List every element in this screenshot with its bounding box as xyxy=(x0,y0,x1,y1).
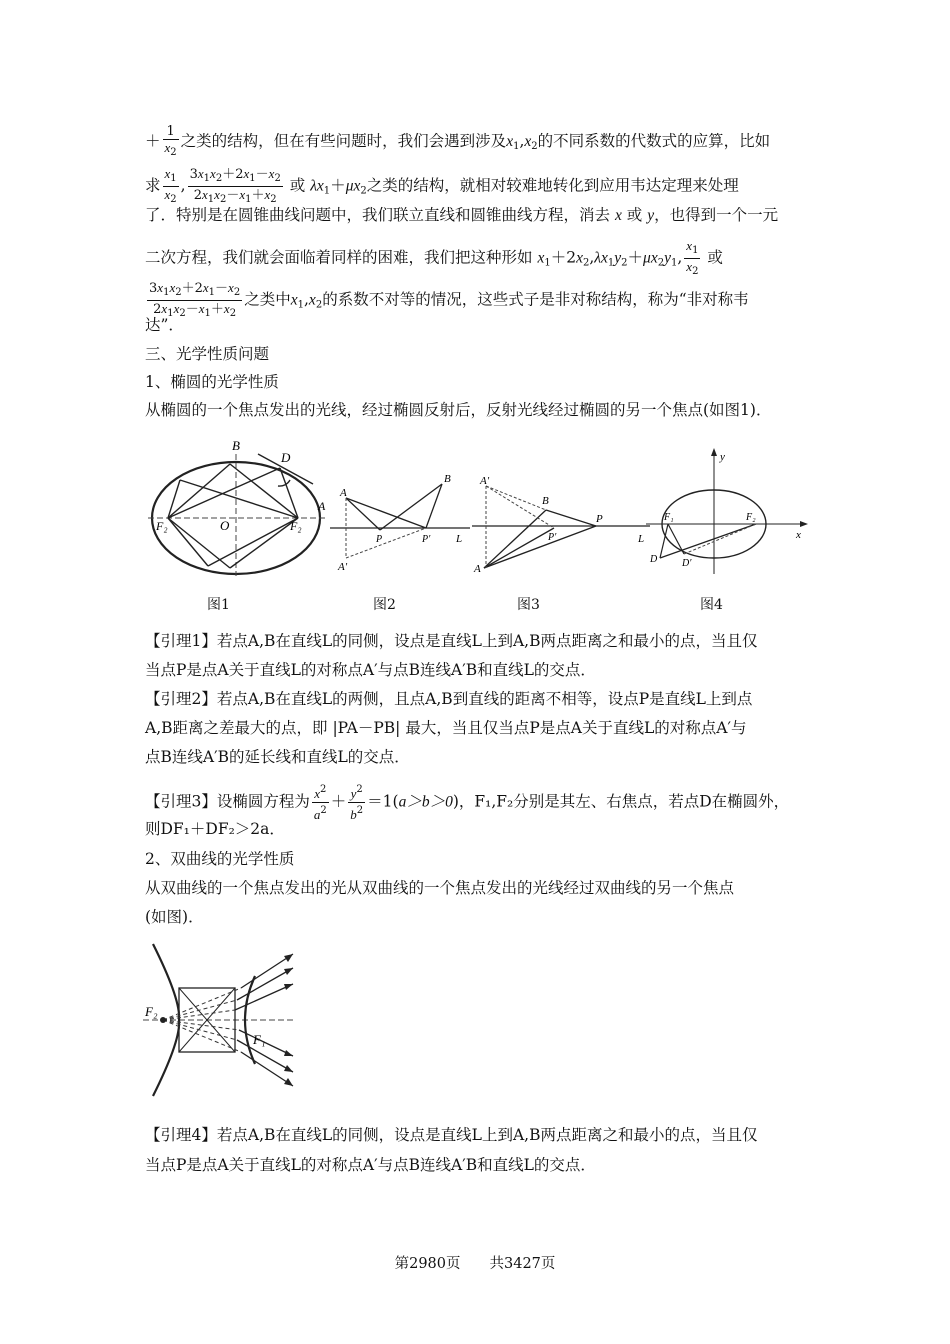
fig1-label-f2-right: F₂ xyxy=(290,519,302,533)
lemma-3-line1: 【引理3】设椭圆方程为 $\frac{x^2}{a^2}$ ＋ $\frac{y^2}{b^2}$ ＝1(a＞b＞0)，F₁,F₂分别是其左、右焦点，若点D在椭圆外， xyxy=(145,784,790,822)
para1-line5-mid: 之类中 xyxy=(244,290,291,309)
figure-2-caption: 图2 xyxy=(373,597,396,613)
fig2-label-p: P xyxy=(376,534,383,545)
lemma-4-text1: 若点A,B在直线L的同侧，设点是直线L上到A,B两点距离之和最小的点，当且仅 xyxy=(216,1126,758,1144)
fraction-x2-over-a2: $\frac{x^2}{a^2}$ xyxy=(313,784,327,822)
fraction-asymmetric-2: $\frac{3x_1x_2+2x_1-x_2}{2x_1x_2-x_1+x_2}$ xyxy=(149,280,241,319)
fig3-label-a: A xyxy=(474,563,481,575)
lemma-1-tag: 【引理1】 xyxy=(145,632,217,650)
figure-1-caption: 图1 xyxy=(207,597,230,613)
para1-line4-or: 或 xyxy=(707,248,723,267)
lemma-3-text-post: )，F₁,F₂分别是其左、右焦点，若点D在椭圆外， xyxy=(452,792,790,811)
para1-line3-text: 了．特别是在圆锥曲线问题中，我们联立直线和圆锥曲线方程，消去 xyxy=(145,206,611,224)
fraction-asymmetric-1: $\frac{3x_1x_2+2x_1-x_2}{2x_1x_2-x_1+x_2}$ xyxy=(189,166,281,205)
para1-line5: $\frac{3x_1x_2+2x_1-x_2}{2x_1x_2-x_1+x_2}$ 之类中$x_1,x_2$的系数不对等的情况，这些式子是非对称结构，称为“非对称韦 xyxy=(149,280,749,319)
fraction-1-over-x2: $\frac{1}{x_2}$ xyxy=(164,124,177,158)
page-footer: 第2980页 共3427页 xyxy=(394,1256,556,1272)
subsection-2-text1: 从双曲线的一个焦点发出的光从双曲线的一个焦点发出的光线经过双曲线的另一个焦点 xyxy=(145,879,735,897)
lemma-3-condition: a＞b＞0 xyxy=(398,793,453,811)
lemma-3-text-pre: 设椭圆方程为 xyxy=(216,792,310,811)
fig2-label-b: B xyxy=(444,473,451,485)
figure-hyperbola xyxy=(143,940,308,1105)
subsection-2-title: 2、双曲线的光学性质 xyxy=(145,850,295,868)
lemma-2-line1 xyxy=(145,688,752,710)
fig4-label-d-prime: D′ xyxy=(682,558,692,569)
lemma-4-line1 xyxy=(145,1124,758,1146)
fig2-label-a-prime: A′ xyxy=(338,561,348,573)
lemma-2-tag: 【引理2】 xyxy=(145,690,217,708)
fig1-label-f2-left: F₂ xyxy=(156,519,168,533)
subsection-1-title: 1、椭圆的光学性质 xyxy=(145,373,279,391)
fig3-label-b: B xyxy=(542,495,549,507)
para1-line1-text: 之类的结构，但在有些问题时，我们会遇到涉及 xyxy=(180,132,507,150)
para1-line2-or: 或 xyxy=(289,176,306,195)
lemma-2-line2: A,B距离之差最大的点，即 |PA－PB| 最大，当且仅当点P是点A关于直线L的对称点A′与 xyxy=(145,719,747,737)
para1-line3: 了．特别是在圆锥曲线问题中，我们联立直线和圆锥曲线方程，消去 x 或 y，也得到一个一元 xyxy=(145,206,779,224)
fig2-label-l: L xyxy=(456,533,463,545)
figure-4-ellipse-axes xyxy=(646,446,810,574)
fig1-label-d: D xyxy=(281,450,291,465)
figure-1-ellipse xyxy=(148,436,328,576)
subsection-1-text: 从椭圆的一个焦点发出的光线，经过椭圆反射后，反射光线经过椭圆的另一个焦点(如图1)． xyxy=(145,401,772,419)
fig4-label-d: D xyxy=(650,554,658,565)
para1-line1-text2: 的不同系数的代数式的应算，比如 xyxy=(537,132,771,150)
lemma-1-line1 xyxy=(145,630,758,652)
para1-line6: 达”． xyxy=(145,316,184,334)
lemma-3-tag: 【引理3】 xyxy=(145,792,217,811)
para1-line2: 求 $\frac{x_1}{x_2}$ , $\frac{3x_1x_2+2x_1-x_2}{2x_1x_2-x_1+x_2}$ 或 $\lambda x_1+\mu x_2$之类的结构，就相对较难地转化到应用韦达定理来处理 xyxy=(145,166,739,205)
lemma-2-line3: 点B连线A′B的延长线和直线L的交点． xyxy=(145,748,410,766)
fig1-label-o: O xyxy=(220,518,230,533)
lemma-3-eq: ＝1( xyxy=(367,792,399,811)
fig3-label-l: L xyxy=(638,533,645,545)
para1-line1: ＋ $\frac{1}{x_2}$ 之类的结构，但在有些问题时，我们会遇到涉及$x_1,x_2$的不同系数的代数式的应算，比如 xyxy=(145,124,771,158)
fig3-label-a-prime: A′ xyxy=(480,475,490,487)
fig1-label-a: A xyxy=(318,499,326,513)
para1-line4-text: 二次方程，我们就会面临着同样的困难，我们把这种形如 xyxy=(145,248,533,267)
lemma-1-text1: 若点A,B在直线L的同侧，设点是直线L上到A,B两点距离之和最小的点，当且仅 xyxy=(216,632,758,650)
fig3-label-p-prime: P′ xyxy=(548,532,557,543)
section-3-title: 三、光学性质问题 xyxy=(145,345,270,363)
fraction-y2-over-b2: $\frac{y^2}{b^2}$ xyxy=(350,784,364,822)
fig4-label-f2: F₂ xyxy=(746,512,756,523)
para1-line2-text: 之类的结构，就相对较难地转化到应用韦达定理来处理 xyxy=(366,176,739,195)
hyperbola-label-f2: F₂ xyxy=(145,1004,158,1019)
fig3-label-p: P xyxy=(596,513,603,525)
figure-2 xyxy=(330,466,470,578)
hyperbola-label-f1: F₁ xyxy=(253,1032,266,1047)
figure-3-caption: 图3 xyxy=(517,597,540,613)
para1-line3-or: 或 xyxy=(626,206,643,224)
fig2-label-a: A xyxy=(340,487,347,499)
lemma-2-text1: 若点A,B在直线L的两侧，且点A,B到直线的距离不相等，设点P是直线L上到点 xyxy=(216,690,753,708)
figure-3 xyxy=(472,468,650,576)
para1-line2-prefix: 求 xyxy=(145,176,161,195)
fig2-label-p-prime: P′ xyxy=(422,534,431,545)
lemma-1-line2: 当点P是点A关于直线L的对称点A′与点B连线A′B和直线L的交点． xyxy=(145,661,596,679)
fraction-x1-over-x2-b: $\frac{x_1}{x_2}$ xyxy=(686,238,699,277)
fraction-x1-over-x2: $\frac{x_1}{x_2}$ xyxy=(164,166,177,205)
subsection-2-text2: (如图)． xyxy=(145,908,204,926)
lemma-4-tag: 【引理4】 xyxy=(145,1126,217,1144)
figure-4-caption: 图4 xyxy=(700,597,723,613)
para1-line3-tail: ，也得到一个一元 xyxy=(654,206,779,224)
fig4-label-x: x xyxy=(796,529,801,541)
lemma-4-line2: 当点P是点A关于直线L的对称点A′与点B连线A′B和直线L的交点． xyxy=(145,1156,596,1174)
fig1-label-b: B xyxy=(232,438,240,453)
para1-line4: 二次方程，我们就会面临着同样的困难，我们把这种形如 $x_1+2x_2,\lambda x_1y_2+\mu x_2y_1$, $\frac{x_1}{x_2}$ 或 xyxy=(145,238,723,277)
fig4-label-f1: F₁ xyxy=(664,512,674,523)
fig4-label-y: y xyxy=(720,451,725,463)
lemma-3-line2: 则DF₁＋DF₂＞2a． xyxy=(145,820,285,838)
para1-line5-text: 的系数不对等的情况，这些式子是非对称结构，称为“非对称韦 xyxy=(322,290,749,309)
